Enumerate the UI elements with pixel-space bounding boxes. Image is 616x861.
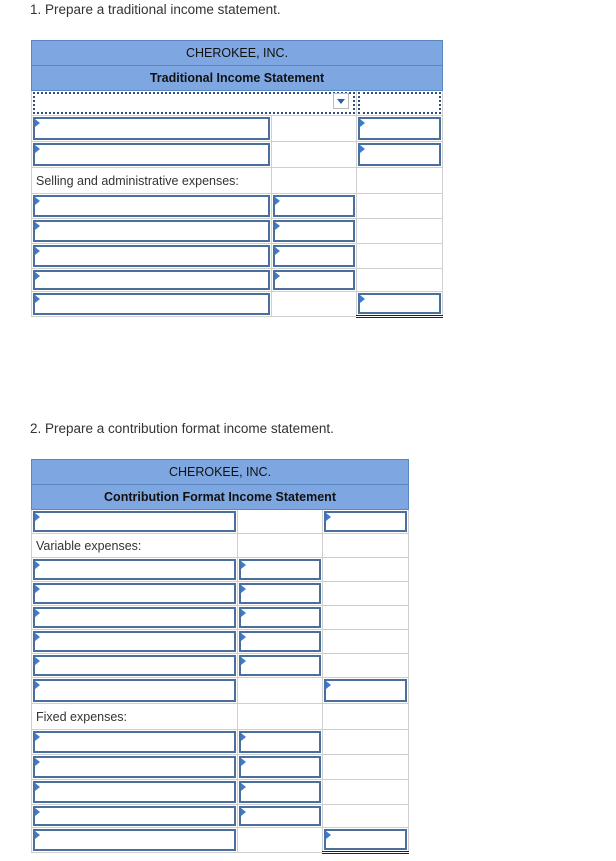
variable-expenses-label: Variable expenses: <box>32 534 238 558</box>
trad-exp4-label-input[interactable] <box>33 270 270 290</box>
input-flag-icon <box>241 561 246 569</box>
contrib-var5-total-cell <box>323 654 409 678</box>
input-flag-icon <box>275 197 280 205</box>
trad-exp4-amount-input[interactable] <box>273 270 355 290</box>
traditional-income-statement-table <box>31 40 443 318</box>
trad-row3-amount-cell <box>357 142 443 168</box>
trad-row1-amount-input[interactable] <box>358 92 441 114</box>
contrib-var4-label-cell <box>32 630 238 654</box>
contrib-var1-amount-input[interactable] <box>239 559 321 580</box>
contrib-var3-total-cell <box>323 606 409 630</box>
trad-exp4-total-cell <box>357 269 443 292</box>
trad-label-amount-cell <box>357 168 443 194</box>
contrib-row1-amount-cell <box>323 510 409 534</box>
input-flag-icon <box>35 222 40 230</box>
contrib-row1-mid-cell <box>238 510 323 534</box>
input-flag-icon <box>35 733 40 741</box>
contrib-var1-total-cell <box>323 558 409 582</box>
trad-exp3-amount-cell <box>272 244 357 269</box>
contrib-var5-amount-cell <box>238 654 323 678</box>
input-flag-icon <box>35 585 40 593</box>
trad-exp4-amount-cell <box>272 269 357 292</box>
input-flag-icon <box>241 633 246 641</box>
input-flag-icon <box>275 222 280 230</box>
trad-exp3-total-cell <box>357 244 443 269</box>
contrib-var1-amount-cell <box>238 558 323 582</box>
contrib-fix1-amount-cell <box>238 730 323 755</box>
contrib-fix4-total-cell <box>323 805 409 828</box>
contrib-final-mid-cell <box>238 828 323 853</box>
input-flag-icon <box>275 272 280 280</box>
contrib-var4-amount-input[interactable] <box>239 631 321 652</box>
contribution-company-name: CHEROKEE, INC. <box>32 460 409 485</box>
input-flag-icon <box>241 609 246 617</box>
trad-exp4-label-cell <box>32 269 272 292</box>
contrib-fix4-label-cell <box>32 805 238 828</box>
trad-row2-label-cell <box>32 116 272 142</box>
input-flag-icon <box>35 758 40 766</box>
trad-row1-amount-cell <box>357 91 443 116</box>
input-flag-icon <box>360 295 365 303</box>
input-flag-icon <box>241 585 246 593</box>
contrib-fix4-label-input[interactable] <box>33 806 236 826</box>
trad-row3-label-input[interactable] <box>33 143 270 166</box>
input-flag-icon <box>241 808 246 816</box>
input-flag-icon <box>35 808 40 816</box>
trad-row3-amount-input[interactable] <box>358 143 441 166</box>
trad-final-mid-cell <box>272 292 357 317</box>
contrib-var3-amount-cell <box>238 606 323 630</box>
contrib-fix2-amount-input[interactable] <box>239 756 321 778</box>
contrib-fix4-amount-cell <box>238 805 323 828</box>
contrib-margin-amount-cell <box>323 678 409 704</box>
contrib-fix-label-mid-cell <box>238 704 323 730</box>
input-flag-icon <box>326 681 331 689</box>
question-1-text: 1. Prepare a traditional income statement. <box>30 2 281 17</box>
contrib-row1-label-cell <box>32 510 238 534</box>
input-flag-icon <box>241 733 246 741</box>
contrib-fix1-label-cell <box>32 730 238 755</box>
traditional-statement-title: Traditional Income Statement <box>32 66 443 91</box>
trad-final-label-input[interactable] <box>33 293 270 315</box>
trad-row1-dropdown-cell <box>32 91 357 116</box>
contrib-margin-amount-input[interactable] <box>324 679 407 702</box>
input-flag-icon <box>35 831 40 839</box>
contrib-var1-label-cell <box>32 558 238 582</box>
contrib-fix2-total-cell <box>323 755 409 780</box>
trad-exp1-label-input[interactable] <box>33 195 270 217</box>
contrib-final-amount-input[interactable] <box>324 829 407 850</box>
contrib-fix2-label-cell <box>32 755 238 780</box>
contrib-fix1-label-input[interactable] <box>33 731 236 753</box>
contrib-fix-label-amount-cell <box>323 704 409 730</box>
trad-exp1-amount-input[interactable] <box>273 195 355 217</box>
contrib-var2-label-cell <box>32 582 238 606</box>
contrib-fix2-amount-cell <box>238 755 323 780</box>
input-flag-icon <box>35 272 40 280</box>
contrib-fix3-amount-cell <box>238 780 323 805</box>
contrib-var1-label-input[interactable] <box>33 559 236 580</box>
traditional-company-name: CHEROKEE, INC. <box>32 41 443 66</box>
input-flag-icon <box>35 513 40 521</box>
contrib-var2-amount-input[interactable] <box>239 583 321 604</box>
contrib-var2-total-cell <box>323 582 409 606</box>
input-flag-icon <box>241 758 246 766</box>
input-flag-icon <box>35 609 40 617</box>
trad-exp2-total-cell <box>357 219 443 244</box>
contrib-margin-label-input[interactable] <box>33 679 236 702</box>
contrib-var-label-mid-cell <box>238 534 323 558</box>
contrib-margin-mid-cell <box>238 678 323 704</box>
trad-exp1-label-cell <box>32 194 272 219</box>
selling-admin-expenses-label: Selling and administrative expenses: <box>32 168 272 194</box>
trad-exp1-total-cell <box>357 194 443 219</box>
contrib-var3-label-cell <box>32 606 238 630</box>
trad-label-mid-cell <box>272 168 357 194</box>
input-flag-icon <box>326 513 331 521</box>
contrib-fix4-amount-input[interactable] <box>239 806 321 826</box>
trad-exp2-label-cell <box>32 219 272 244</box>
contrib-var3-amount-input[interactable] <box>239 607 321 628</box>
contrib-final-amount-cell <box>323 828 409 853</box>
input-flag-icon <box>35 681 40 689</box>
input-flag-icon <box>35 783 40 791</box>
contrib-var5-label-input[interactable] <box>33 655 236 676</box>
contribution-statement-title: Contribution Format Income Statement <box>32 485 409 510</box>
input-flag-icon <box>35 145 40 153</box>
trad-exp2-amount-cell <box>272 219 357 244</box>
contrib-var2-label-input[interactable] <box>33 583 236 604</box>
contrib-fix3-label-input[interactable] <box>33 781 236 803</box>
contrib-var-label-amount-cell <box>323 534 409 558</box>
contrib-fix3-total-cell <box>323 780 409 805</box>
input-flag-icon <box>35 561 40 569</box>
trad-row2-label-input[interactable] <box>33 117 270 140</box>
trad-final-amount-input[interactable] <box>358 293 441 314</box>
fixed-expenses-label: Fixed expenses: <box>32 704 238 730</box>
trad-row1-account-select[interactable] <box>33 92 355 114</box>
input-flag-icon <box>35 119 40 127</box>
contrib-var5-amount-input[interactable] <box>239 655 321 676</box>
contrib-var5-label-cell <box>32 654 238 678</box>
input-flag-icon <box>326 831 331 839</box>
trad-row2-amount-input[interactable] <box>358 117 441 140</box>
contrib-row1-amount-input[interactable] <box>324 511 407 532</box>
chevron-down-icon[interactable] <box>333 93 349 109</box>
contrib-var4-total-cell <box>323 630 409 654</box>
contrib-var4-label-input[interactable] <box>33 631 236 652</box>
trad-exp3-label-input[interactable] <box>33 245 270 267</box>
trad-final-label-cell <box>32 292 272 317</box>
trad-exp2-label-input[interactable] <box>33 220 270 242</box>
contrib-fix1-total-cell <box>323 730 409 755</box>
trad-row3-mid-cell <box>272 142 357 168</box>
question-2-text: 2. Prepare a contribution format income statement. <box>30 421 334 436</box>
input-flag-icon <box>35 657 40 665</box>
trad-exp2-amount-input[interactable] <box>273 220 355 242</box>
trad-exp1-amount-cell <box>272 194 357 219</box>
contrib-fix3-label-cell <box>32 780 238 805</box>
input-flag-icon <box>35 633 40 641</box>
input-flag-icon <box>360 145 365 153</box>
input-flag-icon <box>35 197 40 205</box>
contrib-margin-label-cell <box>32 678 238 704</box>
input-flag-icon <box>241 783 246 791</box>
trad-row2-mid-cell <box>272 116 357 142</box>
contrib-fix1-amount-input[interactable] <box>239 731 321 753</box>
input-flag-icon <box>241 657 246 665</box>
contribution-income-statement-table <box>31 459 409 854</box>
contrib-fix2-label-input[interactable] <box>33 756 236 778</box>
input-flag-icon <box>35 247 40 255</box>
trad-exp3-label-cell <box>32 244 272 269</box>
input-flag-icon <box>360 119 365 127</box>
input-flag-icon <box>35 295 40 303</box>
contrib-var2-amount-cell <box>238 582 323 606</box>
trad-exp3-amount-input[interactable] <box>273 245 355 267</box>
trad-row3-label-cell <box>32 142 272 168</box>
contrib-final-label-cell <box>32 828 238 853</box>
contrib-row1-label-input[interactable] <box>33 511 236 532</box>
contrib-var3-label-input[interactable] <box>33 607 236 628</box>
contrib-var4-amount-cell <box>238 630 323 654</box>
contrib-final-label-input[interactable] <box>33 829 236 851</box>
input-flag-icon <box>275 247 280 255</box>
contrib-fix3-amount-input[interactable] <box>239 781 321 803</box>
trad-row2-amount-cell <box>357 116 443 142</box>
trad-final-amount-cell <box>357 292 443 317</box>
